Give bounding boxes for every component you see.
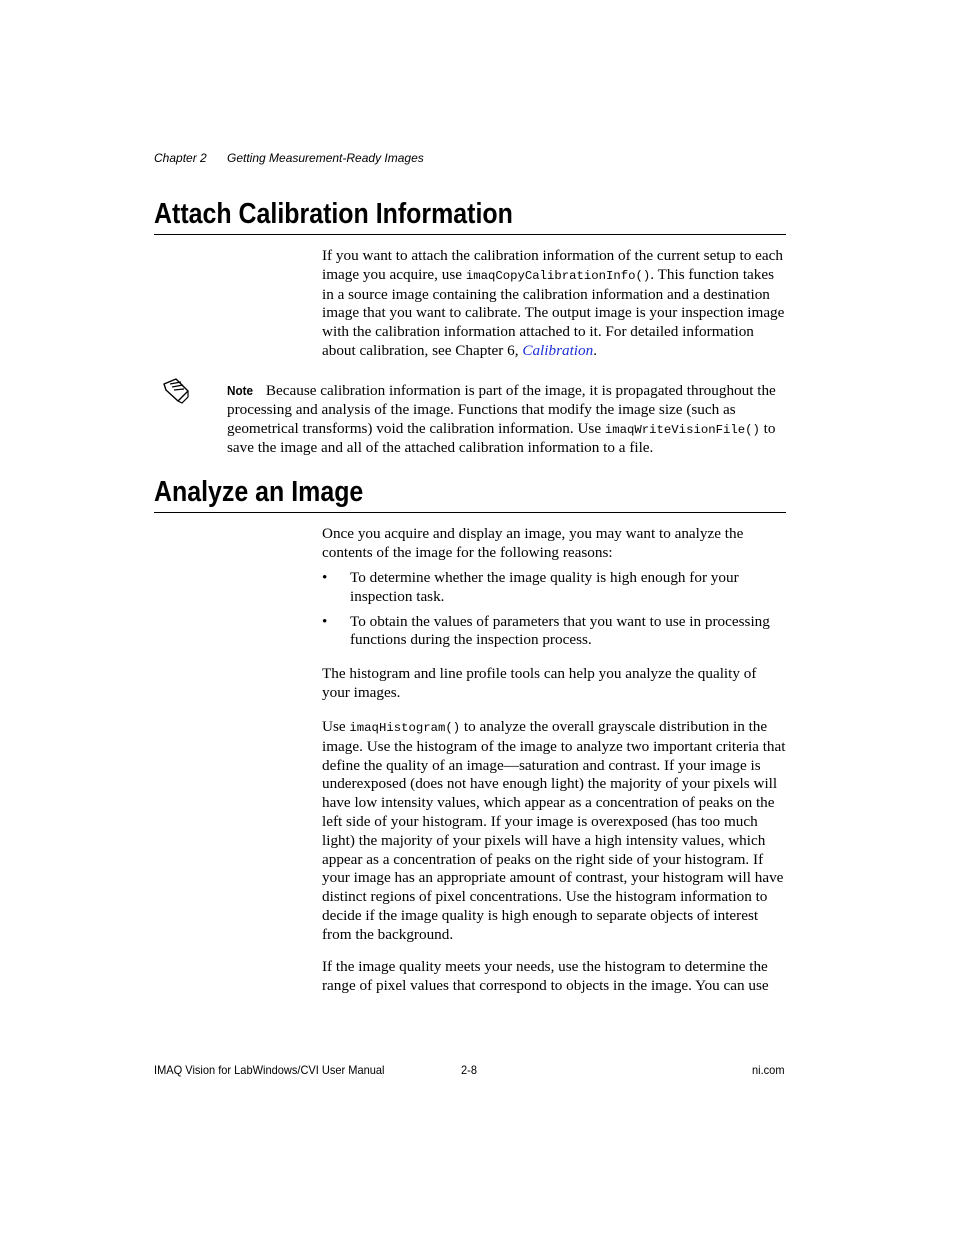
paragraph-histogram — [322, 718, 786, 945]
section-title-analyze-image: Analyze an Image — [154, 476, 364, 508]
paragraph-image-quality: If the image quality meets your needs, use the histogram to determine the range of pixel values that correspond to objects in the image. You can use — [322, 958, 769, 994]
paragraph-attach-calibration — [322, 247, 786, 361]
text: Use — [322, 718, 350, 735]
footer-page-number: 2-8 — [461, 1063, 477, 1077]
function-name: imaqWriteVisionFile() — [604, 422, 760, 437]
text: Because calibration information is part of the image, it is propagated throughout the processing and analysis of the image. Functions that modify the image size (such as geometrical transforms) void the calibration information. Use — [227, 382, 776, 437]
bullet-text: To determine whether the image quality is high enough for your inspection task. — [350, 569, 739, 605]
header-chapter-title: Getting Measurement-Ready Images — [227, 151, 424, 165]
paragraph-analyze-intro: Once you acquire and display an image, you may want to analyze the contents of the image for the following reasons: — [322, 525, 744, 561]
text: . — [593, 341, 598, 359]
note-label: Note — [227, 383, 254, 398]
bullet-text: To obtain the values of parameters that you want to use in processing functions during the inspection process. — [350, 612, 770, 649]
calibration-link[interactable]: Calibration — [522, 341, 594, 359]
text: to analyze the overall grayscale distribution in the image. Use the histogram of the image to analyze two important criteria that define the quality of an image—saturation and contrast. If your image is underexposed (does not have enough light) the majority of your pixels will have low intensity values, which appear as a concentration of peaks on the left side of your histogram. If your image is overexposed (has too much light) the majority of your pixels will have a high intensity values, which appear as a concentration of peaks on the right side of your histogram. If your image has an appropriate amount of contrast, your histogram will have distinct regions of pixel concentrations. Use the histogram information to decide if the image quality is high enough to separate objects of interest from the background. — [322, 718, 786, 943]
function-name: imaqCopyCalibrationInfo() — [465, 268, 651, 283]
note-hand-icon — [162, 376, 190, 404]
section-rule — [154, 234, 786, 235]
reasons-list — [322, 569, 786, 650]
footer-manual-title: IMAQ Vision for LabWindows/CVI User Manual — [154, 1063, 385, 1077]
bullet: • — [322, 612, 328, 630]
list-item — [322, 569, 786, 607]
text: . This function takes in a source image containing the calibration information and a destination image that you want to calibrate. The output image is your inspection image with the calibration information attached to it. For detailed information about calibration, see Chapter 6, — [322, 265, 785, 359]
text: to save the image and all of the attached calibration information to a file. — [227, 419, 776, 457]
list-item — [322, 613, 786, 651]
paragraph-histogram-tools: The histogram and line profile tools can help you analyze the quality of your images. — [322, 665, 757, 701]
section-title-attach-calibration: Attach Calibration Information — [154, 198, 513, 230]
bullet: • — [322, 569, 328, 586]
function-name: imaqHistogram() — [349, 721, 461, 735]
header-chapter: Chapter 2 — [154, 151, 207, 165]
text: If you want to attach the calibration information of the current setup to each image you acquire, use — [322, 247, 783, 283]
section-rule — [154, 512, 786, 513]
footer-website[interactable]: ni.com — [752, 1063, 785, 1077]
note-calibration — [227, 382, 786, 458]
